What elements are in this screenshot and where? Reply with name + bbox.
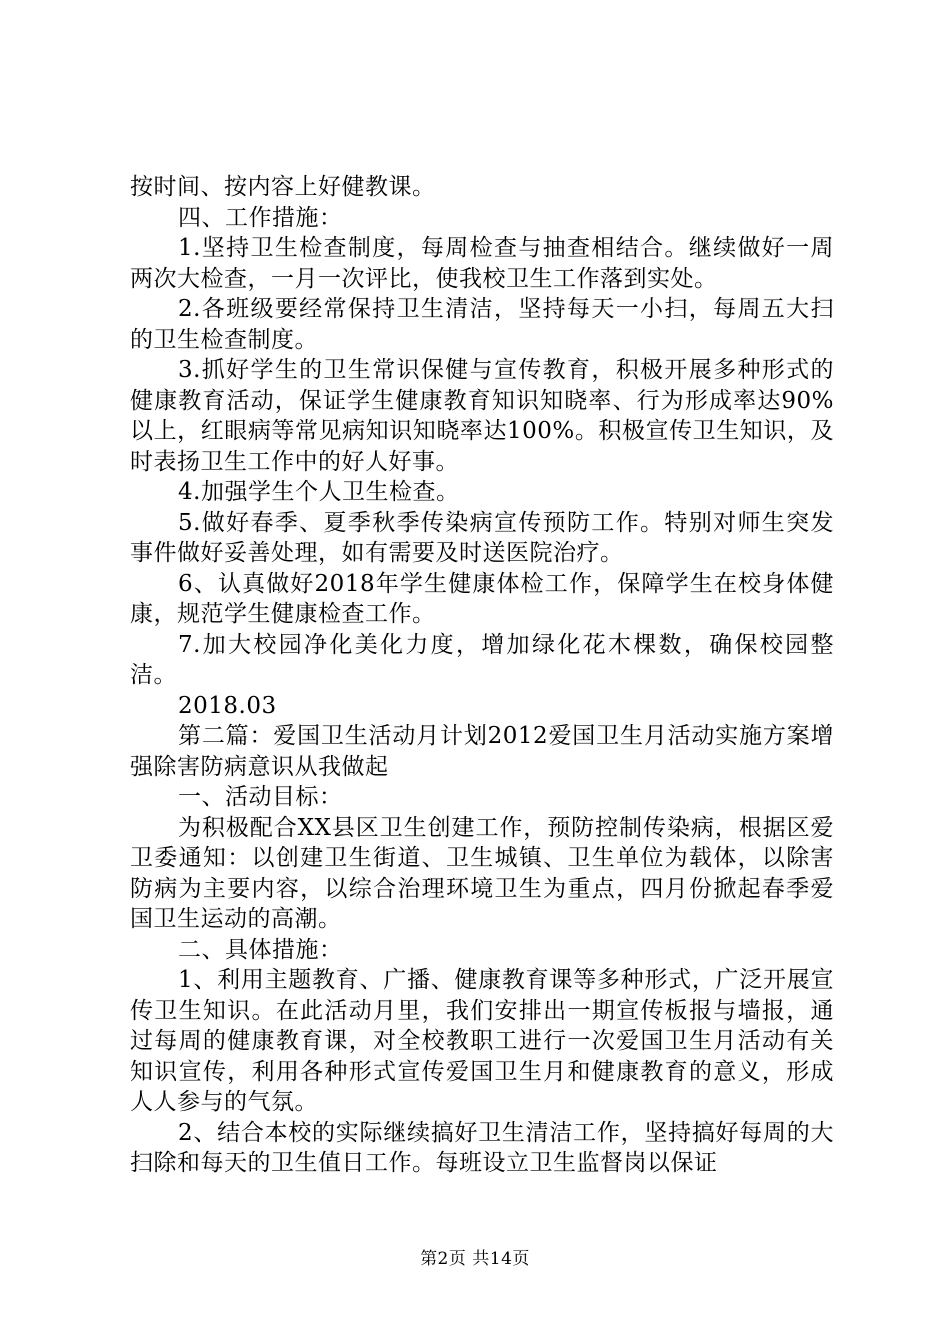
section-title-part-two: 第二篇：爱国卫生活动月计划2012爱国卫生月活动实施方案增强除害防病意识从我做起 <box>130 723 834 780</box>
paragraph-measure-7: 7.加大校园净化美化力度，增加绿化花木棵数，确保校园整洁。 <box>130 631 834 688</box>
paragraph-measure-6: 6、认真做好2018年学生健康体检工作，保障学生在校身体健康，规范学生健康检查工作。 <box>130 570 834 627</box>
paragraph-measure-4: 4.加强学生个人卫生检查。 <box>178 479 460 505</box>
paragraph-specific-2: 2、结合本校的实际继续搞好卫生清洁工作，坚持搞好每周的大扫除和每天的卫生值日工作。每班设立卫生监督岗以保证 <box>130 1119 834 1176</box>
paragraph-measure-1: 1.坚持卫生检查制度，每周检查与抽查相结合。继续做好一周两次大检查，一月一次评比，使我校卫生工作落到实处。 <box>130 235 834 292</box>
paragraph-0: 按时间、按内容上好健教课。 <box>130 174 436 200</box>
page-footer <box>0 1244 950 1269</box>
page-number-label: 第2页 共14页 <box>420 1249 530 1269</box>
paragraph-measure-2: 2.各班级要经常保持卫生清洁，坚持每天一小扫，每周五大扫的卫生检查制度。 <box>130 296 834 353</box>
document-body <box>130 172 834 1179</box>
section-heading-goals: 一、活动目标： <box>178 784 343 810</box>
section-heading-specific-measures: 二、具体措施： <box>178 936 343 963</box>
section-heading-measures: 四、工作措施： <box>178 204 343 231</box>
paragraph-goals: 为积极配合XX县区卫生创建工作，预防控制传染病，根据区爱卫委通知：以创建卫生街道、卫生城镇、卫生单位为载体，以除害防病为主要内容，以综合治理环境卫生为重点，四月份掀起春季爱国卫生运动的高潮。 <box>130 814 834 932</box>
document-date: 2018.03 <box>178 692 277 719</box>
paragraph-measure-3: 3.抓好学生的卫生常识保健与宣传教育，积极开展多种形式的健康教育活动，保证学生健康教育知识知晓率、行为形成率达90%以上，红眼病等常见病知识知晓率达100%。积极宣传卫生知识，及时表扬卫生工作中的好人好事。 <box>130 357 834 475</box>
paragraph-specific-1: 1、利用主题教育、广播、健康教育课等多种形式，广泛开展宣传卫生知识。在此活动月里，我们安排出一期宣传板报与墙报，通过每周的健康教育课，对全校教职工进行一次爱国卫生月活动有关知识宣传，利用各种形式宣传爱国卫生月和健康教育的意义，形成人人参与的气氛。 <box>130 967 834 1115</box>
paragraph-measure-5: 5.做好春季、夏季秋季传染病宣传预防工作。特别对师生突发事件做好妥善处理，如有需要及时送医院治疗。 <box>130 509 834 566</box>
